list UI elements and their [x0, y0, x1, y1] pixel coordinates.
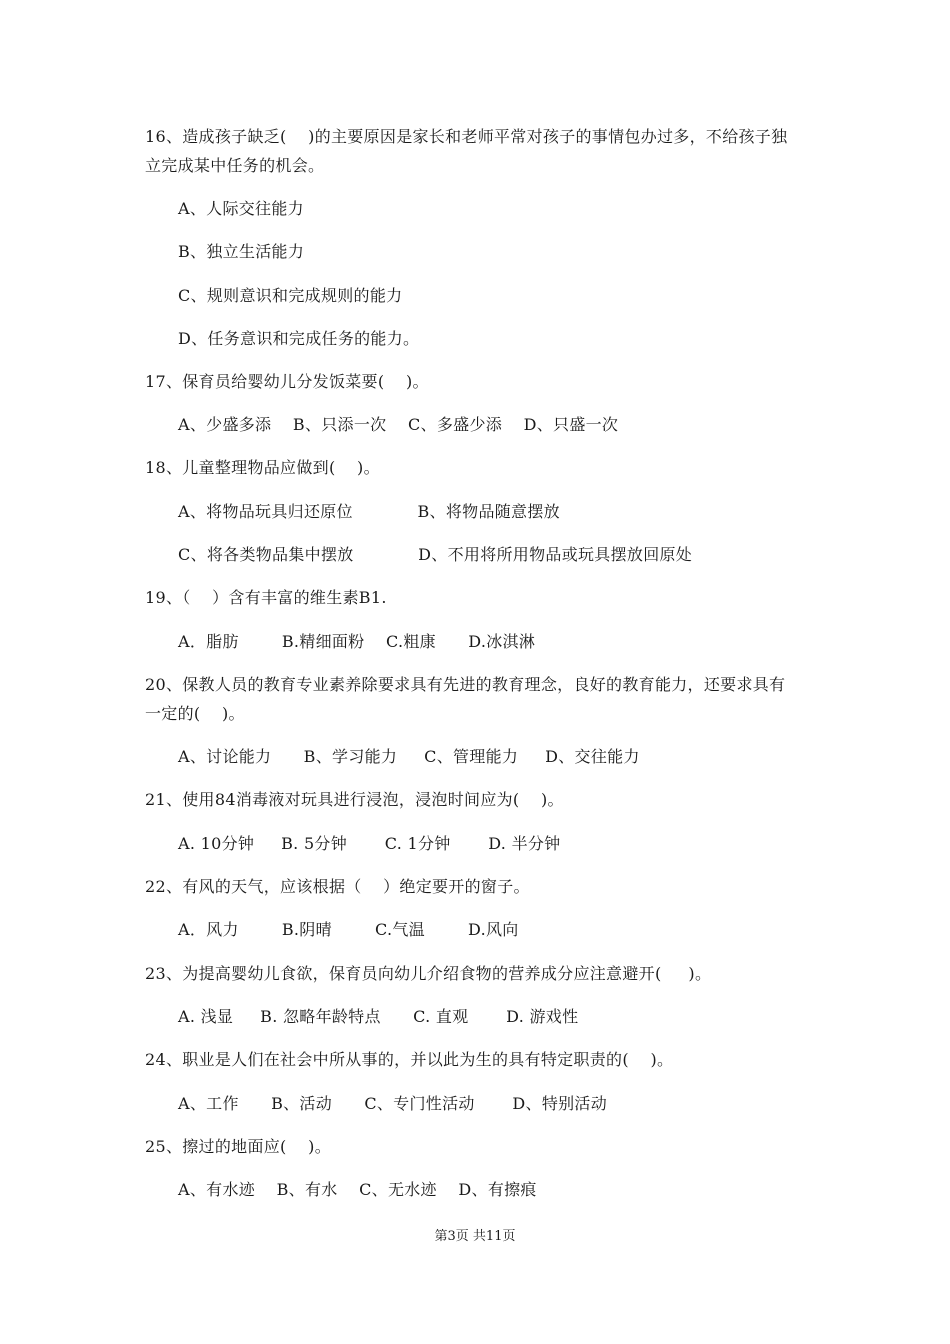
question-16-option-a: A、人际交往能力: [178, 199, 304, 218]
question-23-options: A. 浅显 B. 忽略年龄特点 C. 直观 D. 游戏性: [178, 1007, 579, 1026]
question-16-stem-line-2: 立完成某中任务的机会。: [145, 156, 325, 175]
question-17-stem: 17、保育员给婴幼儿分发饭菜要( )。: [145, 372, 429, 391]
question-21-stem: 21、使用84消毒液对玩具进行浸泡，浸泡时间应为( )。: [145, 790, 564, 809]
question-16-option-b: B、独立生活能力: [178, 242, 305, 261]
question-16-stem-line-1: 16、造成孩子缺乏( )的主要原因是家长和老师平常对孩子的事情包办过多，不给孩子独: [145, 127, 788, 146]
question-16-option-c: C、规则意识和完成规则的能力: [178, 286, 403, 305]
question-20-stem-line-1: 20、保教人员的教育专业素养除要求具有先进的教育理念，良好的教育能力，还要求具有: [145, 675, 786, 694]
question-23-stem: 23、为提高婴幼儿食欲，保育员向幼儿介绍食物的营养成分应注意避开( )。: [145, 964, 712, 983]
question-24-stem: 24、职业是人们在社会中所从事的，并以此为生的具有特定职责的( )。: [145, 1050, 674, 1069]
question-22-stem: 22、有风的天气，应该根据（ ）绝定要开的窗子。: [145, 877, 530, 896]
question-20-options: A、讨论能力 B、学习能力 C、管理能力 D、交往能力: [178, 747, 640, 766]
question-16-option-d: D、任务意识和完成任务的能力。: [178, 329, 420, 348]
question-24-options: A、工作 B、活动 C、专门性活动 D、特别活动: [178, 1094, 608, 1113]
question-20-stem-line-2: 一定的( )。: [145, 704, 245, 723]
question-25-stem: 25、擦过的地面应( )。: [145, 1137, 331, 1156]
question-19-options: A．脂肪 B.精细面粉 C.粗康 D.冰淇淋: [178, 632, 536, 651]
question-17-options: A、少盛多添 B、只添一次 C、多盛少添 D、只盛一次: [178, 415, 619, 434]
question-19-stem: 19、（ ）含有丰富的维生素B1.: [145, 588, 387, 607]
question-21-options: A. 10分钟 B. 5分钟 C. 1分钟 D. 半分钟: [178, 834, 561, 853]
page-number-footer: 第3页 共11页: [434, 1229, 516, 1244]
question-18-stem: 18、儿童整理物品应做到( )。: [145, 458, 380, 477]
question-22-options: A．风力 B.阴晴 C.气温 D.风向: [178, 920, 519, 939]
question-18-options-line-2: C、将各类物品集中摆放 D、不用将所用物品或玩具摆放回原处: [178, 545, 693, 564]
question-18-options-line-1: A、将物品玩具归还原位 B、将物品随意摆放: [178, 502, 560, 521]
question-25-options: A、有水迹 B、有水 C、无水迹 D、有擦痕: [178, 1180, 537, 1199]
